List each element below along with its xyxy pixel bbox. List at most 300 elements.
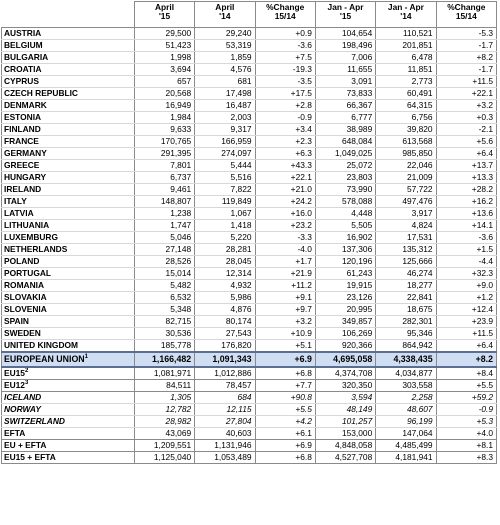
table-cell: +9.0 (436, 280, 496, 292)
table-cell: 48,607 (376, 404, 436, 416)
table-row (2, 280, 497, 292)
table-cell: 349,857 (315, 316, 375, 328)
table-cell: 11,851 (376, 64, 436, 76)
table-cell: 170,765 (134, 136, 194, 148)
table-cell: +13.3 (436, 172, 496, 184)
table-cell: +16.2 (436, 196, 496, 208)
table-cell: 1,418 (195, 220, 255, 232)
table-cell: 166,959 (195, 136, 255, 148)
table-cell: 101,257 (315, 416, 375, 428)
table-cell: +1.2 (436, 292, 496, 304)
table-cell: 1,125,040 (134, 452, 194, 464)
table-cell: 17,531 (376, 232, 436, 244)
table-cell: +8.3 (436, 452, 496, 464)
table-cell: 17,498 (195, 88, 255, 100)
table-cell: 1,012,886 (195, 367, 255, 380)
efta-country-row (2, 416, 497, 428)
footnote-marker: 3 (24, 380, 29, 387)
table-cell: +6.9 (255, 440, 315, 452)
table-cell: 4,824 (376, 220, 436, 232)
table-cell: 153,000 (315, 428, 375, 440)
table-cell: -2.1 (436, 124, 496, 136)
table-row (2, 292, 497, 304)
row-label (2, 184, 135, 196)
header-janapr-14: Jan - Apr '14 (376, 2, 436, 28)
table-row (2, 124, 497, 136)
table-cell: +0.3 (436, 112, 496, 124)
table-cell: 6,737 (134, 172, 194, 184)
table-cell: 40,603 (195, 428, 255, 440)
table-cell: 5,482 (134, 280, 194, 292)
table-row (2, 208, 497, 220)
row-label-text: UNITED KINGDOM (4, 340, 78, 350)
table-cell: +3.2 (255, 316, 315, 328)
table-cell: 104,654 (315, 28, 375, 40)
table-cell: 1,305 (134, 392, 194, 404)
table-cell: -3.6 (255, 40, 315, 52)
table-cell: 3,594 (315, 392, 375, 404)
row-label-text: DENMARK (4, 100, 47, 110)
row-label-text: EU15 + EFTA (4, 452, 56, 462)
table-cell: +6.3 (255, 148, 315, 160)
table-cell: +6.1 (255, 428, 315, 440)
table-cell: 51,423 (134, 40, 194, 52)
row-label (2, 452, 135, 464)
table-cell: -1.7 (436, 64, 496, 76)
header-change-april: %Change 15/14 (255, 2, 315, 28)
table-cell: 4,848,058 (315, 440, 375, 452)
table-cell: +28.2 (436, 184, 496, 196)
row-label (2, 440, 135, 452)
table-row (2, 64, 497, 76)
efta-country-row (2, 404, 497, 416)
table-cell: 23,803 (315, 172, 375, 184)
table-cell: 1,747 (134, 220, 194, 232)
table-cell: -3.5 (255, 76, 315, 88)
table-cell: +7.5 (255, 52, 315, 64)
row-label (2, 232, 135, 244)
table-cell: +5.5 (436, 380, 496, 392)
table-cell: 21,009 (376, 172, 436, 184)
table-cell: +11.5 (436, 328, 496, 340)
table-cell: +12.4 (436, 304, 496, 316)
table-cell: 9,461 (134, 184, 194, 196)
row-label (2, 148, 135, 160)
table-cell: 4,034,877 (376, 367, 436, 380)
table-cell: +23.2 (255, 220, 315, 232)
row-label-text: HUNGARY (4, 172, 47, 182)
table-cell: +22.1 (436, 88, 496, 100)
table-cell: 920,366 (315, 340, 375, 353)
table-cell: 2,258 (376, 392, 436, 404)
table-cell: 274,097 (195, 148, 255, 160)
table-cell: 95,346 (376, 328, 436, 340)
row-label (2, 304, 135, 316)
table-cell: 106,269 (315, 328, 375, 340)
row-label-text: AUSTRIA (4, 28, 42, 38)
table-cell: +1.5 (436, 244, 496, 256)
eu15-row (2, 367, 497, 380)
table-row (2, 328, 497, 340)
table-cell: 125,666 (376, 256, 436, 268)
table-cell: 1,998 (134, 52, 194, 64)
table-cell: 27,804 (195, 416, 255, 428)
row-label (2, 76, 135, 88)
row-label-text: GERMANY (4, 148, 47, 158)
row-label (2, 28, 135, 40)
table-row (2, 40, 497, 52)
row-label-text: EU15 (4, 368, 25, 378)
table-cell: 22,841 (376, 292, 436, 304)
table-cell: 16,949 (134, 100, 194, 112)
table-cell: 20,995 (315, 304, 375, 316)
table-row (2, 52, 497, 64)
table-cell: 7,801 (134, 160, 194, 172)
table-cell: 84,511 (134, 380, 194, 392)
table-cell: 1,238 (134, 208, 194, 220)
table-cell: 7,822 (195, 184, 255, 196)
table-cell: 12,314 (195, 268, 255, 280)
row-label (2, 380, 135, 392)
row-label (2, 52, 135, 64)
table-cell: 28,982 (134, 416, 194, 428)
table-cell: 6,532 (134, 292, 194, 304)
table-cell: +1.7 (255, 256, 315, 268)
table-cell: -0.9 (255, 112, 315, 124)
table-cell: 30,536 (134, 328, 194, 340)
table-cell: 185,778 (134, 340, 194, 353)
row-label (2, 256, 135, 268)
table-cell: 48,149 (315, 404, 375, 416)
table-row (2, 232, 497, 244)
row-label (2, 428, 135, 440)
table-cell: 1,081,971 (134, 367, 194, 380)
table-cell: +16.0 (255, 208, 315, 220)
eu-total-row (2, 352, 497, 367)
row-label-text: SLOVAKIA (4, 292, 47, 302)
table-cell: +6.4 (436, 340, 496, 353)
table-cell: 2,773 (376, 76, 436, 88)
table-cell: 684 (195, 392, 255, 404)
table-cell: +6.8 (255, 452, 315, 464)
table-cell: 22,046 (376, 160, 436, 172)
table-cell: 282,301 (376, 316, 436, 328)
table-cell: 6,777 (315, 112, 375, 124)
table-cell: +90.8 (255, 392, 315, 404)
table-cell: +14.1 (436, 220, 496, 232)
table-cell: 2,003 (195, 112, 255, 124)
row-label (2, 100, 135, 112)
table-cell: 78,457 (195, 380, 255, 392)
table-cell: +8.2 (436, 52, 496, 64)
table-cell: 135,312 (376, 244, 436, 256)
table-cell: 9,317 (195, 124, 255, 136)
table-cell: 96,199 (376, 416, 436, 428)
table-cell: +22.1 (255, 172, 315, 184)
table-cell: 1,984 (134, 112, 194, 124)
row-label-text: GREECE (4, 160, 40, 170)
eu-efta-row (2, 440, 497, 452)
table-cell: +21.0 (255, 184, 315, 196)
table-cell: +59.2 (436, 392, 496, 404)
header-april-15: April '15 (134, 2, 194, 28)
table-row (2, 184, 497, 196)
row-label (2, 172, 135, 184)
table-cell: 198,496 (315, 40, 375, 52)
table-cell: 29,500 (134, 28, 194, 40)
table-cell: +7.7 (255, 380, 315, 392)
table-cell: 27,148 (134, 244, 194, 256)
table-row (2, 220, 497, 232)
eu15-efta-row (2, 452, 497, 464)
row-label (2, 340, 135, 353)
table-cell: 28,526 (134, 256, 194, 268)
table-row (2, 172, 497, 184)
table-cell: 12,782 (134, 404, 194, 416)
table-cell: 1,166,482 (134, 352, 194, 367)
table-cell: 1,049,025 (315, 148, 375, 160)
row-label-text: ESTONIA (4, 112, 42, 122)
table-row (2, 244, 497, 256)
table-cell: 648,084 (315, 136, 375, 148)
table-cell: 29,240 (195, 28, 255, 40)
table-cell: +4.2 (255, 416, 315, 428)
table-cell: 497,476 (376, 196, 436, 208)
car-registrations-table (1, 1, 497, 464)
table-cell: 60,491 (376, 88, 436, 100)
table-cell: 9,633 (134, 124, 194, 136)
table-cell: 578,088 (315, 196, 375, 208)
footnote-marker: 2 (24, 368, 29, 375)
row-label (2, 64, 135, 76)
table-cell: 320,350 (315, 380, 375, 392)
table-cell: 4,576 (195, 64, 255, 76)
row-label-text: EU + EFTA (4, 440, 47, 450)
table-cell: +24.2 (255, 196, 315, 208)
row-label (2, 367, 135, 380)
table-cell: +11.2 (255, 280, 315, 292)
table-cell: 46,274 (376, 268, 436, 280)
table-cell: 6,756 (376, 112, 436, 124)
table-row (2, 316, 497, 328)
table-cell: 73,833 (315, 88, 375, 100)
table-cell: 27,543 (195, 328, 255, 340)
row-label-text: FRANCE (4, 136, 39, 146)
table-cell: 5,348 (134, 304, 194, 316)
table-row (2, 28, 497, 40)
table-cell: 985,850 (376, 148, 436, 160)
table-cell: 16,487 (195, 100, 255, 112)
table-cell: +5.5 (255, 404, 315, 416)
table-cell: 38,989 (315, 124, 375, 136)
row-label-text: PORTUGAL (4, 268, 51, 278)
table-cell: +23.9 (436, 316, 496, 328)
header-april-14: April '14 (195, 2, 255, 28)
table-cell: 5,986 (195, 292, 255, 304)
row-label-text: NORWAY (4, 404, 41, 414)
row-label (2, 280, 135, 292)
table-cell: 5,516 (195, 172, 255, 184)
table-cell: 15,014 (134, 268, 194, 280)
table-cell: 4,181,941 (376, 452, 436, 464)
table-cell: 43,069 (134, 428, 194, 440)
row-label (2, 160, 135, 172)
row-label (2, 196, 135, 208)
table-cell: 4,527,708 (315, 452, 375, 464)
row-label-text: BELGIUM (4, 40, 43, 50)
row-label-text: SWEDEN (4, 328, 41, 338)
table-cell: 18,675 (376, 304, 436, 316)
table-cell: 57,722 (376, 184, 436, 196)
row-label-text: CYPRUS (4, 76, 39, 86)
row-label (2, 220, 135, 232)
table-cell: -3.3 (255, 232, 315, 244)
table-cell: -4.4 (436, 256, 496, 268)
table-cell: 3,091 (315, 76, 375, 88)
row-label (2, 392, 135, 404)
table-cell: -19.3 (255, 64, 315, 76)
table-row (2, 268, 497, 280)
row-label-text: LUXEMBURG (4, 232, 58, 242)
table-cell: 4,695,058 (315, 352, 375, 367)
table-cell: 23,126 (315, 292, 375, 304)
row-label-text: EFTA (4, 428, 26, 438)
table-cell: 137,306 (315, 244, 375, 256)
row-label-text: LITHUANIA (4, 220, 50, 230)
table-cell: 5,444 (195, 160, 255, 172)
footnote-marker: 1 (84, 354, 88, 361)
table-cell: 291,395 (134, 148, 194, 160)
table-cell: +8.4 (436, 367, 496, 380)
table-cell: 39,820 (376, 124, 436, 136)
row-label (2, 404, 135, 416)
row-label (2, 88, 135, 100)
table-row (2, 88, 497, 100)
table-cell: 303,558 (376, 380, 436, 392)
table-cell: 25,072 (315, 160, 375, 172)
row-label (2, 112, 135, 124)
table-cell: 4,374,708 (315, 367, 375, 380)
table-cell: 66,367 (315, 100, 375, 112)
row-label (2, 40, 135, 52)
table-cell: +8.1 (436, 440, 496, 452)
table-cell: 61,243 (315, 268, 375, 280)
registrations-table-container (1, 1, 497, 464)
table-cell: 119,849 (195, 196, 255, 208)
header-change-janapr: %Change 15/14 (436, 2, 496, 28)
table-cell: 613,568 (376, 136, 436, 148)
row-label-text: CROATIA (4, 64, 42, 74)
table-cell: +5.6 (436, 136, 496, 148)
table-cell: -0.9 (436, 404, 496, 416)
table-cell: 5,220 (195, 232, 255, 244)
table-cell: +5.3 (436, 416, 496, 428)
table-row (2, 76, 497, 88)
table-cell: 657 (134, 76, 194, 88)
row-label-text: ICELAND (4, 392, 42, 402)
table-row (2, 136, 497, 148)
table-row (2, 196, 497, 208)
table-cell: +0.9 (255, 28, 315, 40)
row-label (2, 416, 135, 428)
table-cell: 6,478 (376, 52, 436, 64)
table-cell: -3.6 (436, 232, 496, 244)
table-body (2, 28, 497, 464)
table-cell: 4,932 (195, 280, 255, 292)
table-cell: 4,448 (315, 208, 375, 220)
table-cell: +6.4 (436, 148, 496, 160)
table-cell: 82,715 (134, 316, 194, 328)
table-cell: +10.9 (255, 328, 315, 340)
table-cell: +13.6 (436, 208, 496, 220)
table-cell: +6.9 (255, 352, 315, 367)
row-label (2, 268, 135, 280)
table-cell: +17.5 (255, 88, 315, 100)
table-cell: 28,281 (195, 244, 255, 256)
table-cell: 1,067 (195, 208, 255, 220)
table-row (2, 340, 497, 353)
table-cell: +9.1 (255, 292, 315, 304)
table-cell: 5,505 (315, 220, 375, 232)
row-label-text: BULGARIA (4, 52, 49, 62)
table-cell: +6.8 (255, 367, 315, 380)
row-label-text: SPAIN (4, 316, 29, 326)
table-cell: +2.3 (255, 136, 315, 148)
table-cell: 4,485,499 (376, 440, 436, 452)
row-label-text: FINLAND (4, 124, 41, 134)
table-row (2, 148, 497, 160)
table-cell: 176,820 (195, 340, 255, 353)
table-cell: +32.3 (436, 268, 496, 280)
table-cell: 1,053,489 (195, 452, 255, 464)
row-label-text: NETHERLANDS (4, 244, 68, 254)
row-label-text: POLAND (4, 256, 40, 266)
row-label-text: CZECH REPUBLIC (4, 88, 78, 98)
table-cell: 148,807 (134, 196, 194, 208)
table-cell: 19,915 (315, 280, 375, 292)
row-label-text: SLOVENIA (4, 304, 47, 314)
table-cell: 53,319 (195, 40, 255, 52)
table-row (2, 112, 497, 124)
row-label (2, 208, 135, 220)
table-cell: +3.4 (255, 124, 315, 136)
eu12-row (2, 380, 497, 392)
header-blank (2, 2, 135, 28)
table-cell: +9.7 (255, 304, 315, 316)
table-row (2, 304, 497, 316)
table-cell: 681 (195, 76, 255, 88)
row-label (2, 244, 135, 256)
row-label (2, 124, 135, 136)
table-cell: -1.7 (436, 40, 496, 52)
table-cell: 201,851 (376, 40, 436, 52)
table-cell: +3.2 (436, 100, 496, 112)
row-label (2, 136, 135, 148)
table-cell: 1,209,551 (134, 440, 194, 452)
table-cell: +2.8 (255, 100, 315, 112)
row-label (2, 316, 135, 328)
row-label-text: LATVIA (4, 208, 34, 218)
table-cell: +43.3 (255, 160, 315, 172)
table-cell: 4,876 (195, 304, 255, 316)
table-cell: +5.1 (255, 340, 315, 353)
header-janapr-15: Jan - Apr '15 (315, 2, 375, 28)
efta-total-row (2, 428, 497, 440)
table-cell: 73,990 (315, 184, 375, 196)
table-cell: +13.7 (436, 160, 496, 172)
table-cell: -5.3 (436, 28, 496, 40)
row-label-text: EU12 (4, 380, 25, 390)
